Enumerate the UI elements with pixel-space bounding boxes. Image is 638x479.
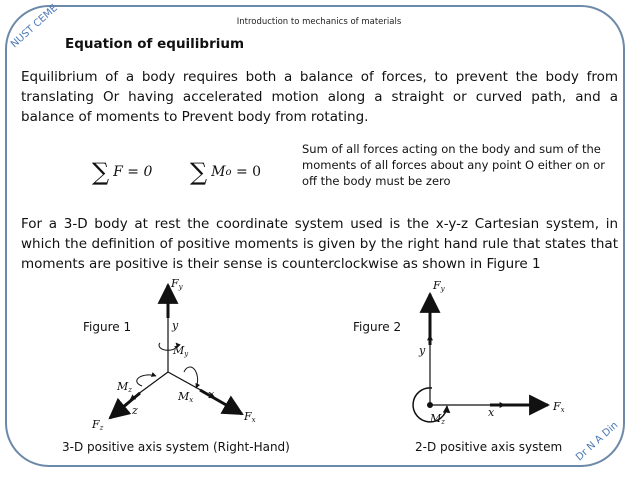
sigma-symbol: ∑ (92, 158, 110, 186)
paragraph-equilibrium: Equilibrium of a body requires both a balance of forces, to prevent the body from translating Or having accelerated motion along a straight or curved path, and a balance of moments to Prevent body from rotating. (21, 69, 618, 125)
fig1-z-label: z (132, 404, 138, 417)
fig1-mx-sub: x (189, 396, 194, 404)
equation-note: Sum of all forces acting on the body and sum of the moments of all forces about any point O either on or off the body must be zero (302, 142, 605, 188)
paragraph-coordinate-system: For a 3-D body at rest the coordinate system used is the x-y-z Cartesian system, in which the definition of positive moments is given by the right hand rule that states that moments are positive is their sense is counterclockwise as shown in Figure 1 (21, 216, 618, 272)
fig2-mz-sub: z (441, 418, 445, 426)
fig1-my-sub: y (184, 350, 189, 358)
svg-text:Fz (91, 418, 104, 432)
slide-header: Introduction to mechanics of materials (236, 17, 402, 27)
svg-text:Mx (177, 390, 193, 404)
equation-moment-symbol: M (211, 164, 226, 180)
equation-moment-subscript: o (225, 166, 232, 178)
fig1-mz-sub: z (128, 386, 132, 394)
svg-text:Mz (429, 412, 445, 426)
fig1-fz-label: F (92, 418, 100, 431)
fig2-fx-label: F (553, 400, 561, 413)
fig1-y-label: y (172, 319, 179, 332)
svg-text:My (172, 344, 189, 358)
fig2-origin (427, 402, 433, 408)
svg-text:Fx (552, 400, 565, 414)
fig1-fy-sub: y (178, 283, 183, 291)
figure2-caption: 2-D positive axis system (415, 440, 563, 454)
fig1-fz-sub: z (99, 424, 104, 432)
figure1-label: Figure 1 (83, 320, 132, 334)
fig2-mz-label: M (430, 412, 442, 425)
equation-force-text: F = 0 (113, 164, 153, 180)
equation-moment-rest: = 0 (231, 164, 262, 180)
svg-text:Mz (116, 380, 132, 394)
corner-label-institution: NUST CEME (9, 2, 60, 51)
fig2-y-label: y (419, 344, 426, 357)
fig2-x-label: x (488, 406, 495, 419)
fig1-moment-mz-arc (137, 375, 156, 386)
fig1-mx-label: M (178, 390, 190, 403)
figure2-label: Figure 2 (353, 320, 402, 334)
fig2-fy-label: F (433, 279, 441, 292)
svg-text:Fx (243, 410, 256, 424)
svg-text:Fy (432, 279, 446, 293)
fig1-x-label: x (208, 388, 215, 401)
sigma-symbol: ∑ (190, 158, 208, 186)
fig1-mz-label: M (117, 380, 129, 393)
fig1-my-label: M (173, 344, 185, 357)
fig1-fx-label: F (244, 410, 252, 423)
fig1-force-fx-arrow (200, 390, 242, 414)
fig1-fy-label: F (171, 277, 179, 290)
slide-title: Equation of equilibrium (65, 36, 245, 52)
fig2-fy-sub: y (440, 285, 445, 293)
figure2-diagram (413, 279, 565, 426)
fig2-fx-sub: x (560, 406, 565, 414)
figure1-caption: 3-D positive axis system (Right-Hand) (62, 440, 290, 454)
svg-text:Fy (170, 277, 184, 291)
figure1-diagram (91, 277, 256, 432)
fig1-fx-sub: x (251, 416, 256, 424)
corner-label-author: Dr N A Din (574, 419, 621, 464)
